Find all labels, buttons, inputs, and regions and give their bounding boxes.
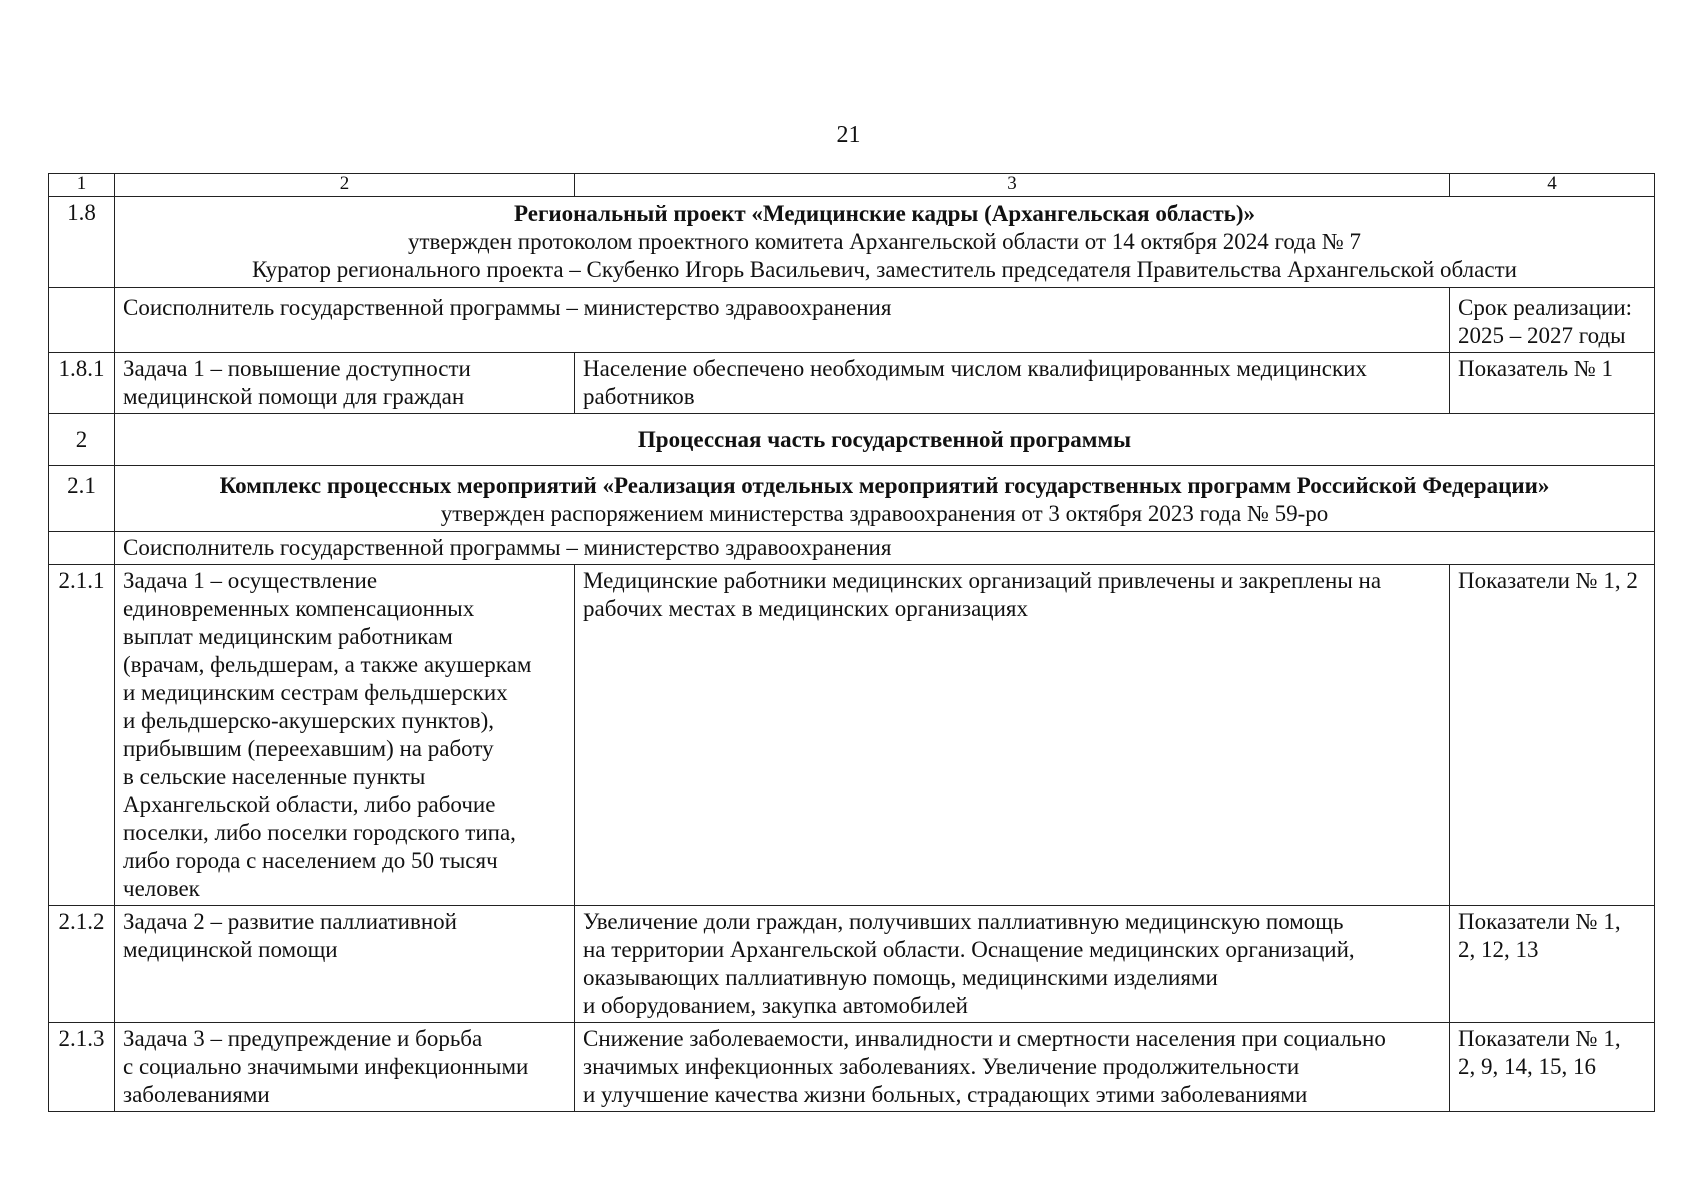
task-line: и фельдшерско-акушерских пунктов), <box>123 708 495 733</box>
row-number: 2.1 <box>49 466 115 532</box>
result-line: Снижение заболеваемости, инвалидности и смертности населения при социально <box>583 1026 1386 1051</box>
project-heading-row <box>49 197 1655 288</box>
project-heading <box>115 197 1655 288</box>
empty-cell <box>49 288 115 353</box>
task-line: либо города с населением до 50 тысяч <box>123 848 498 873</box>
row-number: 1.8.1 <box>49 353 115 414</box>
task-line: прибывшим (переехавшим) на работу <box>123 736 494 761</box>
result-cell <box>575 565 1450 906</box>
task-cell <box>115 353 575 414</box>
complex-heading <box>115 466 1655 532</box>
task-line: медицинской помощи для граждан <box>123 384 465 409</box>
task-line: в сельские населенные пункты <box>123 764 426 789</box>
term-cell <box>1450 288 1655 353</box>
column-number: 1 <box>49 174 115 197</box>
task-row <box>49 565 1655 906</box>
column-number: 3 <box>575 174 1450 197</box>
result-line: оказывающих паллиативную помощь, медицинскими изделиями <box>583 965 1218 990</box>
indicator-cell <box>1450 353 1655 414</box>
indicator-line: Показатели № 1, <box>1458 1026 1621 1051</box>
task-line: выплат медицинским работникам <box>123 624 453 649</box>
task-line: медицинской помощи <box>123 937 338 962</box>
coexecutor-row <box>49 532 1655 565</box>
complex-heading-row <box>49 466 1655 532</box>
row-number: 2.1.2 <box>49 906 115 1023</box>
row-number: 2 <box>49 414 115 466</box>
column-number: 4 <box>1450 174 1655 197</box>
indicator-line: Показатель № 1 <box>1458 356 1614 381</box>
task-line: Задача 1 – осуществление <box>123 568 378 593</box>
term-years: 2025 – 2027 годы <box>1458 323 1626 348</box>
indicator-line: 2, 9, 14, 15, 16 <box>1458 1054 1596 1079</box>
task-line: Архангельской области, либо рабочие <box>123 792 496 817</box>
task-line: с социально значимыми инфекционными <box>123 1054 529 1079</box>
result-line: и улучшение качества жизни больных, страдающих этими заболеваниями <box>583 1082 1308 1107</box>
column-number-row <box>49 174 1655 197</box>
coexecutor-row <box>49 288 1655 353</box>
result-cell <box>575 353 1450 414</box>
task-line: и медицинским сестрам фельдшерских <box>123 680 508 705</box>
task-line: поселки, либо поселки городского типа, <box>123 820 516 845</box>
complex-title: Комплекс процессных мероприятий «Реализация отдельных мероприятий государственных программ Российской Федерации» <box>219 473 1550 498</box>
project-title: Региональный проект «Медицинские кадры (Архангельская область)» <box>514 201 1255 226</box>
page-number: 21 <box>836 122 861 148</box>
task-cell <box>115 565 575 906</box>
task-line: Задача 1 – повышение доступности <box>123 356 471 381</box>
row-number: 2.1.1 <box>49 565 115 906</box>
task-line: человек <box>123 876 200 901</box>
result-line: рабочих местах в медицинских организациях <box>583 596 1028 621</box>
row-number: 2.1.3 <box>49 1023 115 1112</box>
result-line: работников <box>583 384 695 409</box>
coexecutor-text: Соисполнитель государственной программы – министерство здравоохранения <box>115 288 1450 353</box>
task-line: Задача 3 – предупреждение и борьба <box>123 1026 483 1051</box>
task-line: заболеваниями <box>123 1082 270 1107</box>
result-line: Население обеспечено необходимым числом квалифицированных медицинских <box>583 356 1367 381</box>
program-table <box>48 173 1655 1112</box>
row-number: 1.8 <box>49 197 115 288</box>
result-line: значимых инфекционных заболеваниях. Увеличение продолжительности <box>583 1054 1300 1079</box>
empty-cell <box>49 532 115 565</box>
task-line: (врачам, фельдшерам, а также акушеркам <box>123 652 532 677</box>
project-approval: утвержден протоколом проектного комитета Архангельской области от 14 октября 2024 года № 7 <box>407 229 1362 254</box>
task-line: единовременных компенсационных <box>123 596 475 621</box>
project-curator: Куратор регионального проекта – Скубенко Игорь Васильевич, заместитель председателя Правительства Архангельской области <box>252 257 1517 282</box>
coexecutor-text: Соисполнитель государственной программы – министерство здравоохранения <box>115 532 1655 565</box>
indicator-cell <box>1450 565 1655 906</box>
indicator-line: Показатели № 1, 2 <box>1458 568 1638 593</box>
indicator-cell <box>1450 906 1655 1023</box>
indicator-cell <box>1450 1023 1655 1112</box>
result-line: и оборудованием, закупка автомобилей <box>583 993 968 1018</box>
column-number: 2 <box>115 174 575 197</box>
task-cell <box>115 1023 575 1112</box>
result-line: на территории Архангельской области. Оснащение медицинских организаций, <box>583 937 1355 962</box>
indicator-line: Показатели № 1, <box>1458 909 1621 934</box>
result-cell <box>575 906 1450 1023</box>
task-cell <box>115 906 575 1023</box>
indicator-line: 2, 12, 13 <box>1458 937 1539 962</box>
term-label: Срок реализации: <box>1458 295 1633 320</box>
section-title: Процессная часть государственной программы <box>115 414 1655 466</box>
task-row <box>49 353 1655 414</box>
task-line: Задача 2 – развитие паллиативной <box>123 909 457 934</box>
section-row <box>49 414 1655 466</box>
complex-approval: утвержден распоряжением министерства здравоохранения от 3 октября 2023 года № 59-ро <box>440 501 1329 526</box>
task-row <box>49 906 1655 1023</box>
result-line: Увеличение доли граждан, получивших паллиативную медицинскую помощь <box>583 909 1344 934</box>
result-line: Медицинские работники медицинских организаций привлечены и закреплены на <box>583 568 1382 593</box>
task-row <box>49 1023 1655 1112</box>
result-cell <box>575 1023 1450 1112</box>
